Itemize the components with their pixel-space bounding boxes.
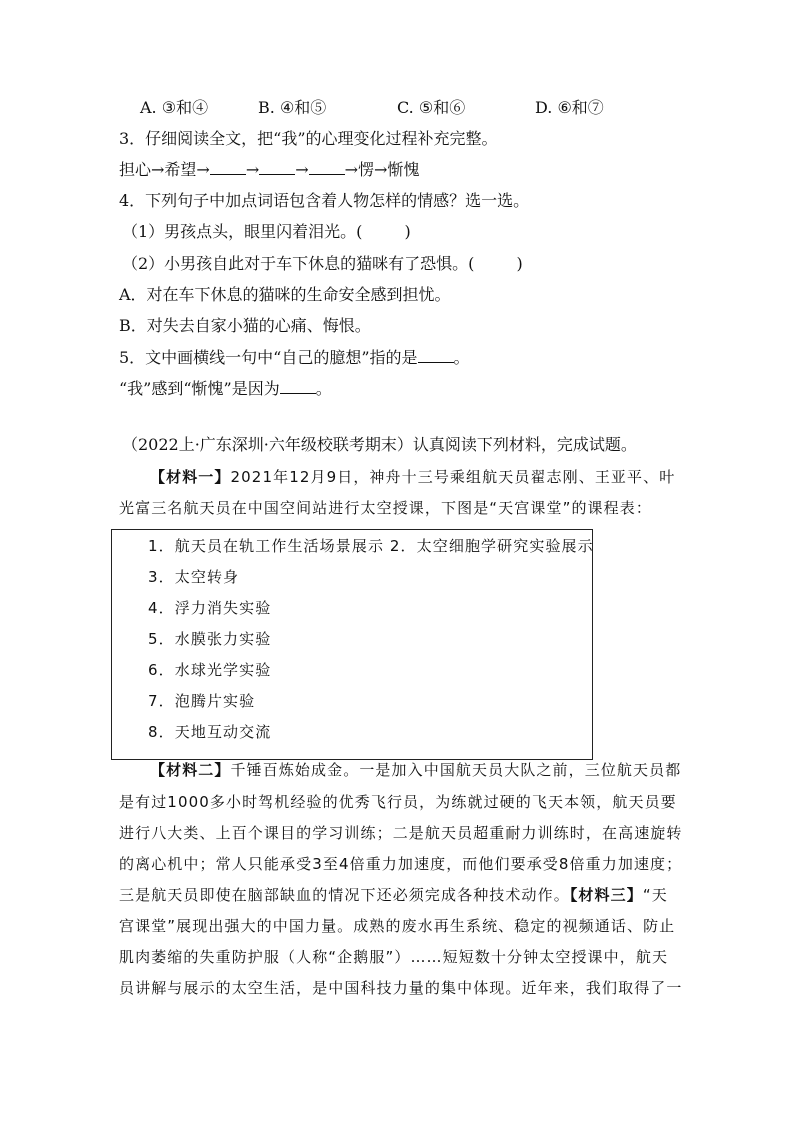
option-b-text: ④和⑤ (279, 98, 327, 117)
q5-blank-2[interactable] (280, 379, 316, 394)
q3-arrow-2: → (295, 160, 309, 179)
material-3-line-1: 宫课堂”展现出强大的中国力量。成熟的废水再生系统、稳定的视频通话、防止 (119, 917, 676, 935)
q4-item-1-close: ) (404, 222, 411, 241)
option-c-letter: C. (397, 98, 414, 117)
material-2-label: 【材料二】 (150, 761, 231, 779)
material-3-label: 【材料三】 (569, 886, 643, 904)
q5-line-2-text: “我”感到“惭愧”是因为 (119, 379, 280, 398)
schedule-item-6: 6．水球光学实验 (148, 661, 272, 679)
q3-blank-3[interactable] (309, 160, 345, 175)
q4-item-1-text: （1）男孩点头，眼里闪着泪光。( (122, 222, 363, 241)
material-3-line-2: 肌肉萎缩的失重防护服（人称“企鹅服”）……短短数十分钟太空授课中，航天 (119, 948, 669, 966)
q3-prompt: 3．仔细阅读全文，把“我”的心理变化过程补充完整。 (119, 129, 498, 148)
q3-chain (119, 160, 419, 180)
q3-chain-end: 愣→惭愧 (358, 160, 420, 179)
q3-arrow-1: → (245, 160, 260, 179)
schedule-item-1: 1．航天员在轨工作生活场景展示 2．太空细胞学研究实验展示 (148, 537, 594, 555)
option-a-text: ③和④ (161, 98, 209, 117)
material-1-line-2: 光富三名航天员在中国空间站进行太空授课，下图是“天宫课堂”的课程表： (119, 499, 652, 517)
material-2-line-5 (119, 885, 668, 905)
option-d[interactable] (535, 98, 604, 118)
q4-item-2-close: ) (516, 254, 523, 273)
passage-source: （2022上·广东深圳·六年级校联考期末）认真阅读下列材料，完成试题。 (122, 435, 637, 454)
q3-chain-start: 担心→希望→ (119, 160, 210, 179)
material-2-text-5: 三是航天员即使在脑部缺血的情况下还必须完成各种技术动作。 (119, 886, 570, 904)
option-b[interactable] (258, 98, 326, 118)
schedule-item-5: 5．水膜张力实验 (148, 630, 272, 648)
schedule-item-4: 4．浮力消失实验 (148, 599, 272, 617)
q4-item-2 (122, 254, 523, 274)
material-2-line-4: 的离心机中；常人只能承受3至4倍重力加速度，而他们要承受8倍重力加速度； (119, 855, 683, 873)
q4-item-1 (122, 222, 411, 242)
option-a[interactable] (140, 98, 208, 118)
q5-line-2 (119, 379, 332, 399)
q5-line-1-text: 5．文中画横线一句中“自己的臆想”指的是 (119, 348, 418, 367)
schedule-item-7: 7．泡腾片实验 (148, 692, 256, 710)
option-b-letter: B. (258, 98, 275, 117)
schedule-item-8: 8．天地互动交流 (148, 723, 272, 741)
material-3-text-start: “天 (642, 886, 668, 904)
option-a-letter: A. (140, 98, 157, 117)
schedule-item-3: 3．太空转身 (148, 568, 240, 586)
q4-option-b: B．对失去自家小猫的心痛、悔恨。 (119, 316, 371, 335)
q4-prompt: 4．下列句子中加点词语包含着人物怎样的情感？选一选。 (119, 191, 530, 210)
material-2-line-3: 进行八大类、上百个课目的学习训练；二是航天员超重耐力训练时，在高速旋转 (119, 824, 683, 842)
option-d-letter: D. (535, 98, 553, 117)
material-1-label: 【材料一】 (150, 468, 231, 486)
material-2-line-2: 是有过1000多小时驾机经验的优秀飞行员，为练就过硬的飞天本领，航天员要 (119, 793, 677, 811)
material-2-text-1: 千锤百炼始成金。一是加入中国航天员大队之前，三位航天员都 (230, 761, 682, 779)
q4-option-a: A．对在车下休息的猫咪的生命安全感到担忧。 (119, 285, 451, 304)
material-3-line-3: 员讲解与展示的太空生活，是中国科技力量的集中体现。近年来，我们取得了一 (119, 979, 683, 997)
material-1-text-1: 2021年12月9日，神舟十三号乘组航天员翟志刚、王亚平、叶 (230, 468, 676, 486)
option-c-text: ⑤和⑥ (418, 98, 466, 117)
q3-blank-2[interactable] (259, 160, 295, 175)
q3-blank-1[interactable] (210, 160, 246, 175)
material-2-line-1 (150, 760, 681, 780)
material-1-line-1 (150, 467, 675, 487)
q5-line-2-end: 。 (315, 379, 332, 398)
q5-line-1 (119, 348, 470, 368)
q4-item-2-text: （2）小男孩自此对于车下休息的猫咪有了恐惧。( (122, 254, 475, 273)
q5-line-1-end: 。 (453, 348, 470, 367)
option-c[interactable] (397, 98, 465, 118)
option-d-text: ⑥和⑦ (557, 98, 604, 117)
q3-arrow-3: → (344, 160, 359, 179)
q5-blank-1[interactable] (418, 348, 454, 363)
